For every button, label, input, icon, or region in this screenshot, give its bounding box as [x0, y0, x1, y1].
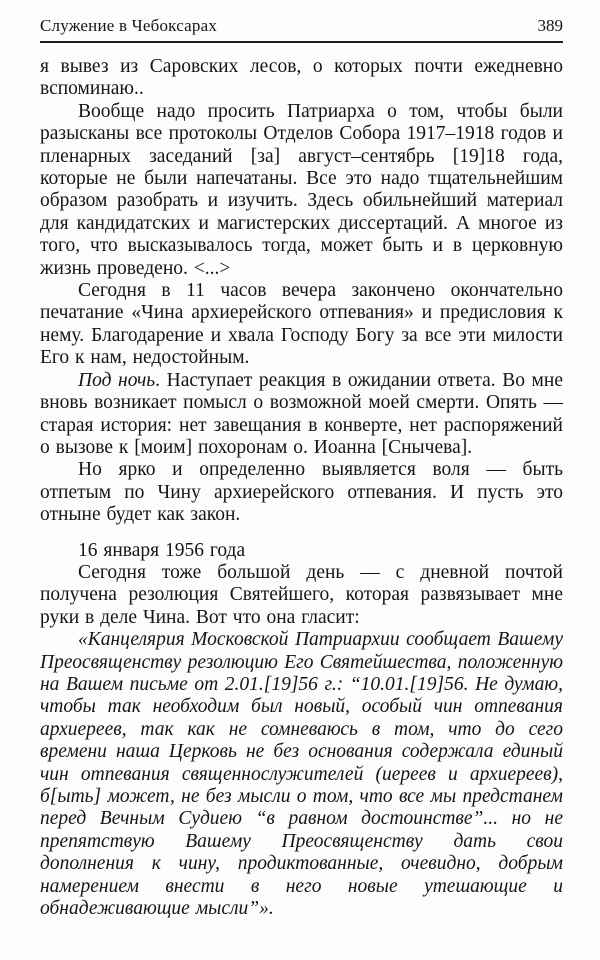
running-title: Служение в Чебоксарах — [40, 16, 218, 35]
page-number: 389 — [537, 16, 563, 35]
paragraph-night-lead: Под ночь — [78, 369, 156, 391]
paragraph-burial-will: Но ярко и определенно выявляется воля — быть отпетым по Чину архиерейского отпевания. И пусть это отныне будет как закон. — [40, 459, 563, 526]
paragraph-night-rest: . Наступает реакция в ожидании ответа. Во мне вновь возникает помысл о возможной моей смерти. Опять — старая история: нет завещания в конверте, нет распоряжений о вызове к [моим] похоронам о. Иоанна [Снычева]. — [40, 369, 563, 458]
paragraph-patriarch-request: Вообще надо просить Патриарха о том, чтобы были разысканы все протоколы Отделов Собора 1917–1918 годов и пленарных заседаний [за] август–сентябрь [19]18 года, которые не были напечатаны. Все это надо тщательнейшим образом разобрать и изучить. Здесь обильнейший материал для кандидатских и магистерских диссертаций. А многое из того, что высказывалось тогда, может быть и в церковную жизнь проведено. <...> — [40, 100, 563, 279]
paragraph-chancellery-letter: «Канцелярия Московской Патриархии сообщает Вашему Преосвященству резолюцию Его Святейшества, положенную на Вашем письме от 2.01.[19]56 г.: “10.01.[19]56. Не думаю, чтобы так необходим был новый, особый чин отпевания архиереев, так как не сомневаюсь в том, что до сего времени наша Церковь не без основания содержала единый чин отпевания священнослужителей (иереев и архиереев), б[ыть] может, не без мысли о том, что все мы предстанем перед Вечным Судиею “в равном достоинстве”... но не препятствую Вашему Преосвященству дать свои дополнения к чину, продиктованные, очевидно, добрым намерением внести в него новые утешающие и обнадеживающие мысли”». — [40, 629, 563, 920]
paragraph-printing-finished: Сегодня в 11 часов вечера закончено окончательно печатание «Чина архиерейского отпевания» и предисловия к нему. Благодарение и хвала Господу Богу за все эти милости Его к нам, недостойным. — [40, 280, 563, 369]
diary-date-heading: 16 января 1956 года — [78, 539, 246, 561]
paragraph-intro-continuation: я вывез из Саровских лесов, о которых почти ежедневно вспоминаю.. — [40, 56, 563, 100]
paragraph-night-thoughts — [40, 370, 563, 460]
paragraph-big-day: Сегодня тоже большой день — с дневной почтой получена резолюция Святейшего, которая развязывает мне руки в деле Чина. Вот что она гласит: — [40, 561, 563, 628]
page-text — [40, 56, 563, 920]
running-header — [40, 16, 563, 43]
